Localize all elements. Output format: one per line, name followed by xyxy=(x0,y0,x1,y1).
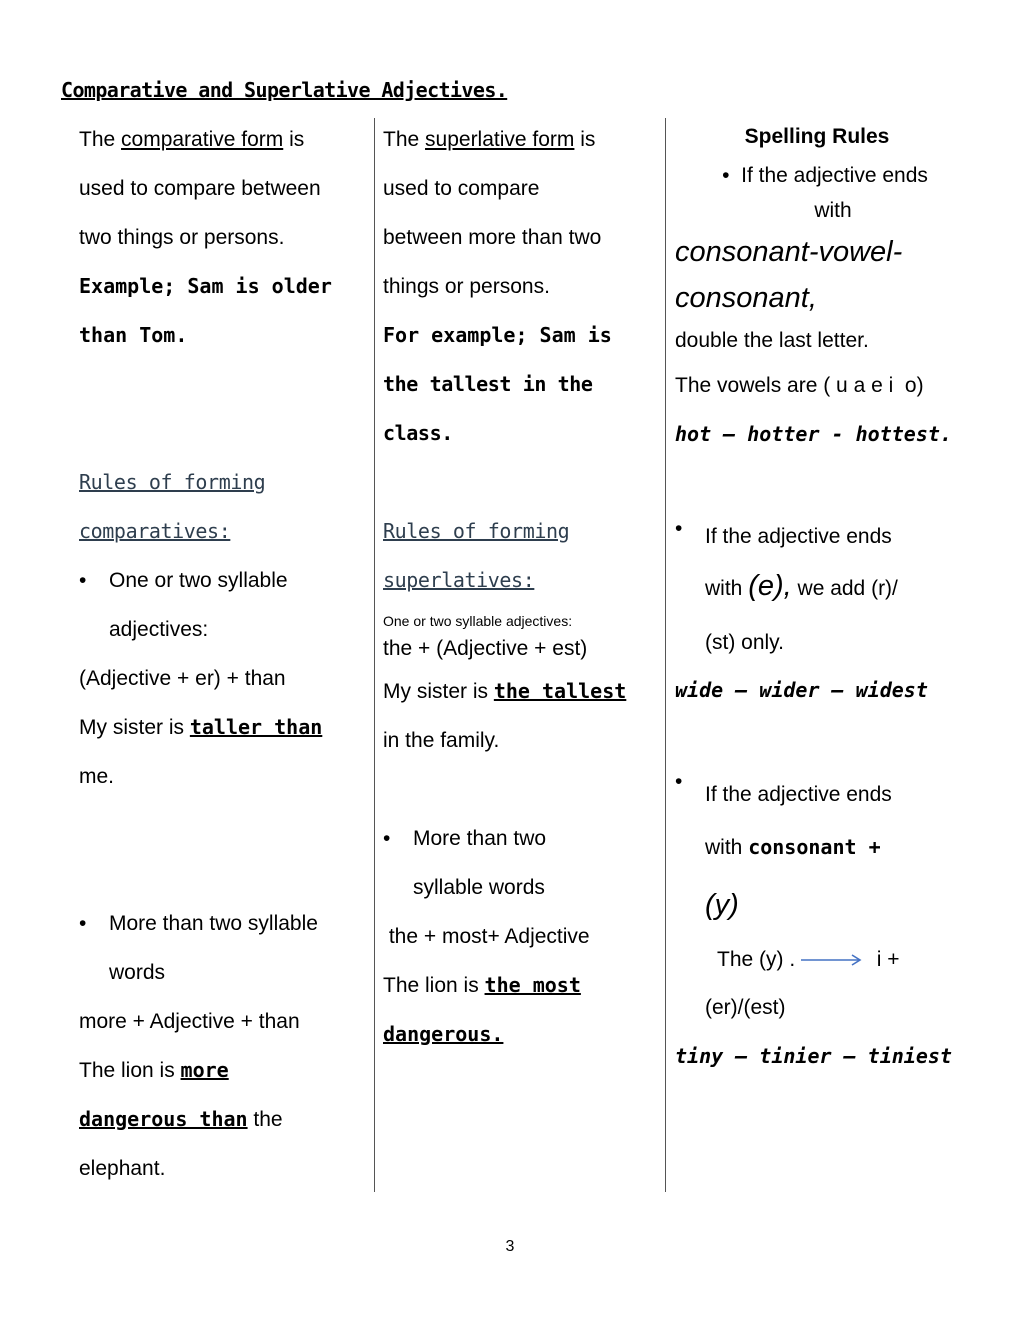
comparative-form-term: comparative form xyxy=(121,128,284,151)
superlative-small-note: One or two syllable adjectives: xyxy=(383,613,573,629)
superlative-intro-line3: between more than two xyxy=(383,226,602,249)
superlative-form-term: superlative form xyxy=(425,128,575,151)
page-title: Comparative and Superlative Adjectives. xyxy=(61,78,508,102)
vowels-list: The vowels are ( u a e i o) xyxy=(675,374,924,397)
column-divider-1 xyxy=(374,118,375,1192)
comparative-formula-short: (Adjective + er) + than xyxy=(79,667,286,690)
superlative-example-line1: For example; Sam is xyxy=(383,323,612,347)
comparative-intro-line1: The comparative form is xyxy=(79,128,305,151)
superlative-intro-line1: The superlative form is xyxy=(383,128,596,151)
superlative-example-long-2: dangerous. xyxy=(383,1022,504,1046)
superlative-intro-line4: things or persons. xyxy=(383,275,550,298)
comparative-intro-line3: two things or persons. xyxy=(79,226,285,249)
superlative-formula-long: the + most+ Adjective xyxy=(383,925,590,948)
superlative-example-short: My sister is the tallest xyxy=(383,679,627,703)
spelling-rule-cvc: • If the adjective ends with consonant-vowel- consonant, double the last letter. The vowels are ( u a e i o) hot – hotter - hottest. xyxy=(675,159,975,459)
cvc-action: double the last letter. xyxy=(675,329,869,352)
comparative-bullet-long: • More than two syllable words xyxy=(79,899,369,997)
superlative-example-short-end: in the family. xyxy=(383,729,500,752)
superlative-example-long: The lion is the most xyxy=(383,973,581,997)
comparative-example-long-2: dangerous than the xyxy=(79,1107,283,1131)
cvc-pattern-line2: consonant, xyxy=(675,282,817,314)
superlative-rules-heading-line2: superlatives: xyxy=(383,568,535,592)
spelling-rule-y: • If the adjective ends with consonant + (y) The (y) . i + (er)/(est) xyxy=(675,770,975,1031)
spelling-rules-heading: Spelling Rules xyxy=(744,125,890,148)
comparative-rules-heading-line2: comparatives: xyxy=(79,519,231,543)
superlative-example-line2: the tallest in the class. xyxy=(383,372,593,445)
comparative-example-short-end: me. xyxy=(79,765,115,788)
y-rule-example: tiny – tinier – tiniest xyxy=(675,1044,952,1068)
comparative-column xyxy=(79,115,369,1193)
comparative-rules-heading-line1: Rules of forming xyxy=(79,470,266,494)
cvc-example: hot – hotter - hottest. xyxy=(675,422,952,446)
comparative-example-short: My sister is taller than xyxy=(79,715,323,739)
superlative-formula-short: the + (Adjective + est) xyxy=(383,637,588,660)
cvc-pattern-line1: consonant-vowel- xyxy=(675,236,903,268)
superlative-bullet-long: • More than two syllable words xyxy=(383,814,661,912)
column-divider-2 xyxy=(665,118,666,1192)
comparative-example-line1: Example; Sam is older xyxy=(79,274,332,298)
comparative-example-long: The lion is more xyxy=(79,1058,229,1082)
page-number: 3 xyxy=(505,1238,515,1255)
spelling-rules-column xyxy=(675,115,975,1081)
y-change-line: The (y) . i + xyxy=(717,948,900,971)
superlative-intro-line2: used to compare xyxy=(383,177,540,200)
spelling-rule-e: • If the adjective ends with (e), we add (r)/ (st) only. xyxy=(675,517,975,668)
superlative-rules-heading-line1: Rules of forming xyxy=(383,519,570,543)
e-rule-example: wide – wider – widest xyxy=(675,678,928,702)
comparative-formula-long: more + Adjective + than xyxy=(79,1010,300,1033)
comparative-intro-line2: used to compare between xyxy=(79,177,321,200)
comparative-example-long-end: elephant. xyxy=(79,1157,166,1180)
arrow-right-icon xyxy=(801,953,865,967)
superlative-column xyxy=(383,115,661,1059)
comparative-example-line2: than Tom. xyxy=(79,323,188,347)
comparative-bullet-short: • One or two syllable adjectives: xyxy=(79,556,369,654)
